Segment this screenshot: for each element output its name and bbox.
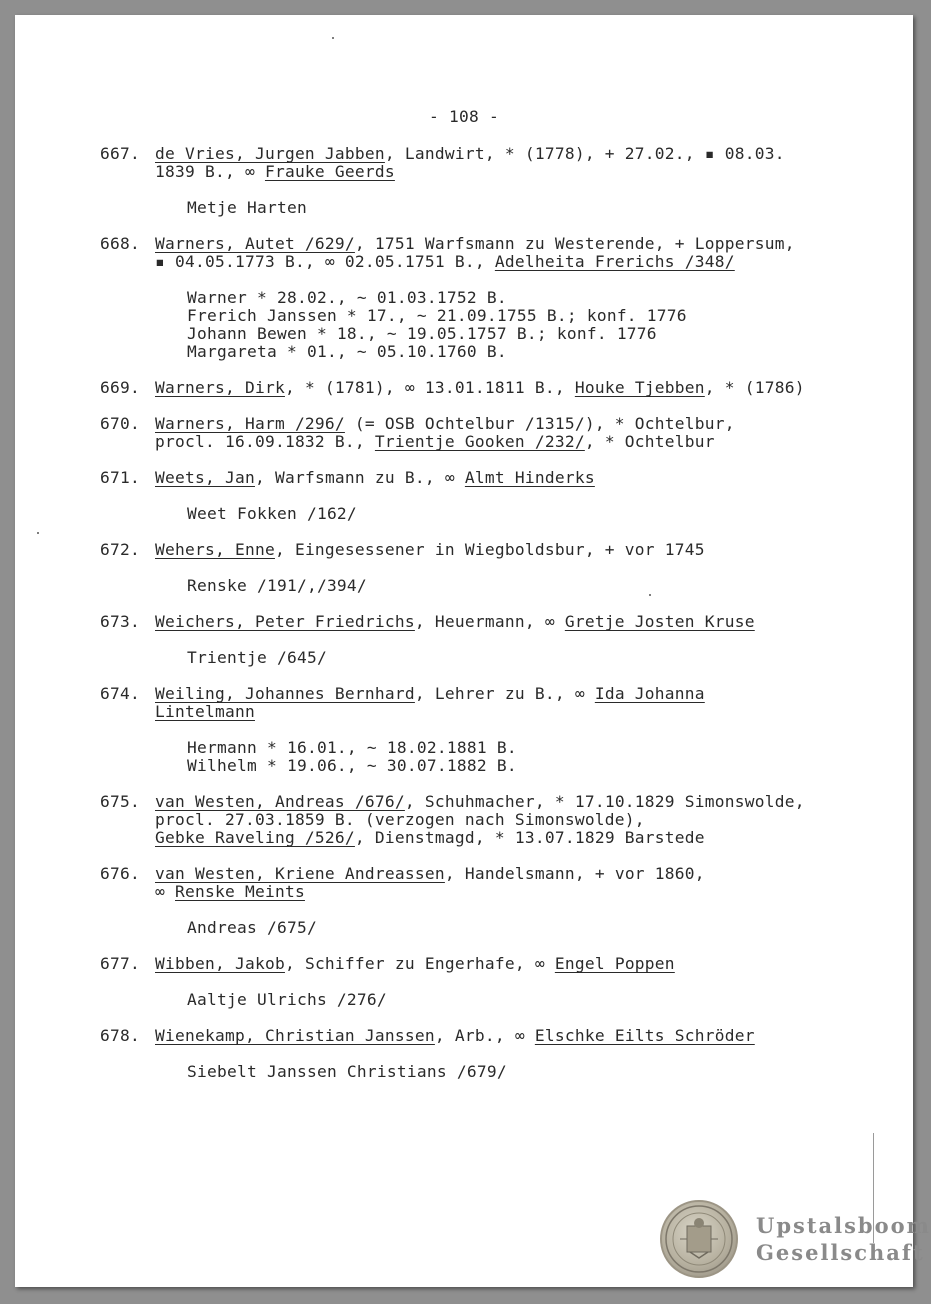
entry-text (155, 685, 885, 703)
register-entry (15, 793, 913, 847)
person-name: Elschke Eilts Schröder (534, 1026, 755, 1045)
scan-speck (332, 37, 334, 39)
entry-line (15, 433, 913, 451)
society-logo (660, 1200, 931, 1278)
person-name: Renske Meints (175, 882, 305, 901)
entry-text (155, 955, 885, 973)
entry-text (155, 865, 885, 883)
entry-text (155, 1027, 885, 1045)
entry-list (15, 145, 913, 1099)
entry-detail: , Arb., ∞ (434, 1026, 535, 1045)
register-entry (15, 685, 913, 775)
register-entry (15, 613, 913, 667)
scan-speck (649, 594, 651, 596)
children-list (187, 991, 913, 1009)
entry-number (15, 433, 155, 451)
entry-detail: , * Ochtelbur (584, 432, 715, 451)
entry-detail: , Dienstmagd, * 13.07.1829 Barstede (354, 828, 705, 847)
person-name: Lintelmann (155, 702, 255, 721)
entry-line (15, 685, 913, 703)
entry-detail: , Schiffer zu Engerhafe, ∞ (284, 954, 555, 973)
person-name: Houke Tjebben (574, 378, 705, 397)
entry-line (15, 811, 913, 829)
person-name: Ida Johanna (594, 684, 705, 703)
entry-number: 678. (100, 1026, 140, 1045)
register-entry (15, 955, 913, 1009)
person-name: Warners, Dirk (155, 378, 285, 397)
entry-text (155, 883, 885, 901)
entry-line (15, 415, 913, 433)
register-entry (15, 469, 913, 523)
entry-detail: , * (1781), ∞ 13.01.1811 B., (284, 378, 575, 397)
entry-line (15, 883, 913, 901)
entry-text (155, 703, 885, 721)
entry-line (15, 163, 913, 181)
register-entry (15, 1027, 913, 1081)
entry-detail: , Heuermann, ∞ (414, 612, 565, 631)
entry-text (155, 793, 885, 811)
children-list (187, 739, 913, 775)
seal-emblem-icon (660, 1200, 738, 1278)
person-name: Wienekamp, Christian Janssen (155, 1026, 435, 1045)
person-name: van Westen, Andreas /676/ (155, 792, 405, 811)
child-entry: Trientje /645/ (187, 648, 327, 667)
person-name: Frauke Geerds (264, 162, 395, 181)
entry-line (15, 379, 913, 397)
child-entry: Andreas /675/ (187, 918, 317, 937)
child-entry: Aaltje Ulrichs /276/ (187, 990, 387, 1009)
entry-number: 677. (100, 954, 140, 973)
entry-number (15, 883, 155, 901)
entry-text (155, 469, 885, 487)
entry-number (15, 829, 155, 847)
child-entry: Margareta * 01., ~ 05.10.1760 B. (187, 342, 507, 361)
entry-text (155, 253, 885, 271)
entry-number: 671. (100, 468, 140, 487)
register-entry (15, 865, 913, 937)
child-entry: Renske /191/,/394/ (187, 576, 367, 595)
children-list (187, 1063, 913, 1081)
entry-number (15, 163, 155, 181)
person-name: Weiling, Johannes Bernhard (155, 684, 415, 703)
entry-detail: , * (1786) (704, 378, 805, 397)
person-name: Wehers, Enne (155, 540, 275, 559)
entry-number: 675. (100, 792, 140, 811)
page-number: - 108 - (429, 107, 499, 126)
person-name: Warners, Autet /629/ (155, 234, 355, 253)
person-name: Wibben, Jakob (155, 954, 285, 973)
register-entry (15, 541, 913, 595)
entry-text (155, 433, 885, 451)
entry-detail: procl. 27.03.1859 B. (verzogen nach Simonswolde), (155, 810, 645, 829)
entry-line (15, 1027, 913, 1045)
child-entry: Siebelt Janssen Christians /679/ (187, 1062, 507, 1081)
entry-text (155, 541, 885, 559)
entry-line (15, 145, 913, 163)
entry-detail: procl. 16.09.1832 B., (155, 432, 375, 451)
person-name: Almt Hinderks (464, 468, 595, 487)
register-entry (15, 415, 913, 451)
entry-text (155, 145, 885, 163)
entry-text (155, 613, 885, 631)
entry-detail: ∞ (155, 882, 175, 901)
child-entry: Johann Bewen * 18., ~ 19.05.1757 B.; konf. 1776 (187, 324, 657, 343)
register-entry (15, 379, 913, 397)
entry-detail: 1839 B., ∞ (155, 162, 265, 181)
entry-number (15, 811, 155, 829)
entry-detail: , Landwirt, * (1778), + 27.02., ▪ 08.03. (384, 144, 785, 163)
child-entry: Warner * 28.02., ~ 01.03.1752 B. (187, 288, 507, 307)
entry-number: 673. (100, 612, 140, 631)
entry-number: 676. (100, 864, 140, 883)
entry-line (15, 469, 913, 487)
person-name: Weets, Jan (155, 468, 255, 487)
entry-number: 668. (100, 234, 140, 253)
entry-line (15, 793, 913, 811)
entry-text (155, 829, 885, 847)
children-list (187, 289, 913, 361)
entry-text (155, 811, 885, 829)
society-name-line1: Upstalsboom (756, 1213, 931, 1238)
person-name: van Westen, Kriene Andreassen (155, 864, 445, 883)
entry-line (15, 829, 913, 847)
children-list (187, 199, 913, 217)
entry-detail: , Warfsmann zu B., ∞ (254, 468, 465, 487)
entry-number (15, 703, 155, 721)
child-entry: Metje Harten (187, 198, 307, 217)
register-entry (15, 235, 913, 361)
child-entry: Wilhelm * 19.06., ~ 30.07.1882 B. (187, 756, 517, 775)
entry-line (15, 235, 913, 253)
entry-number: 674. (100, 684, 140, 703)
entry-detail: ▪ 04.05.1773 B., ∞ 02.05.1751 B., (155, 252, 495, 271)
entry-number: 669. (100, 378, 140, 397)
entry-line (15, 865, 913, 883)
society-name (756, 1212, 931, 1266)
children-list (187, 505, 913, 523)
children-list (187, 649, 913, 667)
entry-line (15, 613, 913, 631)
society-name-line2: Gesellschaft (756, 1240, 925, 1265)
person-name: Weichers, Peter Friedrichs (155, 612, 415, 631)
children-list (187, 919, 913, 937)
document-page (15, 15, 931, 1287)
child-entry: Weet Fokken /162/ (187, 504, 357, 523)
person-name: Warners, Harm /296/ (155, 414, 345, 433)
entry-line (15, 253, 913, 271)
children-list (187, 577, 913, 595)
entry-detail: , Schuhmacher, * 17.10.1829 Simonswolde, (404, 792, 805, 811)
entry-line (15, 541, 913, 559)
register-entry (15, 145, 913, 217)
person-name: Engel Poppen (554, 954, 675, 973)
entry-detail: , Lehrer zu B., ∞ (414, 684, 595, 703)
entry-number: 667. (100, 144, 140, 163)
entry-line (15, 955, 913, 973)
person-name: de Vries, Jurgen Jabben (155, 144, 385, 163)
entry-text (155, 379, 885, 397)
child-entry: Hermann * 16.01., ~ 18.02.1881 B. (187, 738, 517, 757)
entry-number (15, 253, 155, 271)
person-name: Gretje Josten Kruse (564, 612, 755, 631)
entry-detail: , Handelsmann, + vor 1860, (444, 864, 705, 883)
entry-detail: (= OSB Ochtelbur /1315/), * Ochtelbur, (344, 414, 735, 433)
entry-number: 672. (100, 540, 140, 559)
entry-number: 670. (100, 414, 140, 433)
person-name: Adelheita Frerichs /348/ (494, 252, 735, 271)
entry-text (155, 415, 885, 433)
entry-detail: , 1751 Warfsmann zu Westerende, + Loppersum, (354, 234, 795, 253)
entry-text (155, 163, 885, 181)
scan-speck (37, 532, 39, 534)
child-entry: Frerich Janssen * 17., ~ 21.09.1755 B.; konf. 1776 (187, 306, 687, 325)
person-name: Gebke Raveling /526/ (155, 828, 355, 847)
person-name: Trientje Gooken /232/ (374, 432, 585, 451)
entry-text (155, 235, 885, 253)
entry-line (15, 703, 913, 721)
entry-detail: , Eingesessener in Wiegboldsbur, + vor 1745 (274, 540, 705, 559)
